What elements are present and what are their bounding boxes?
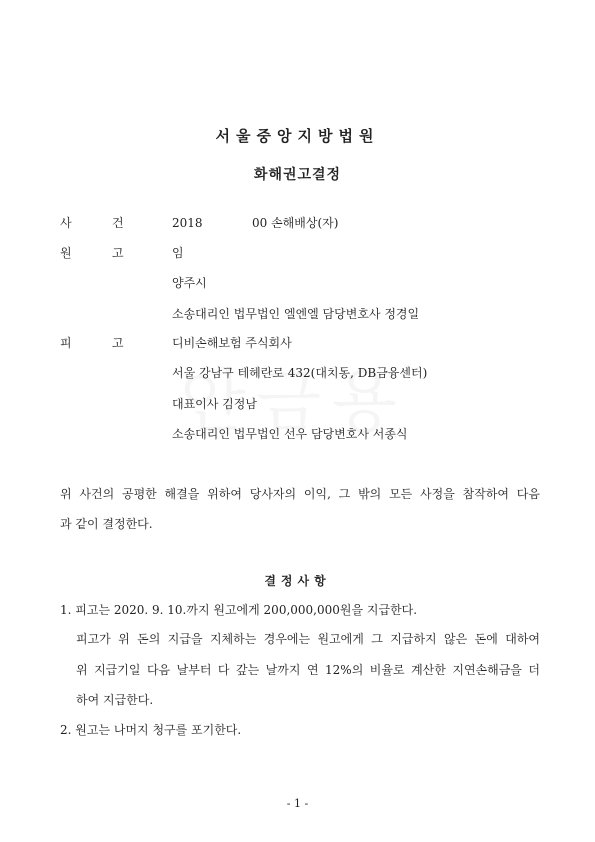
plaintiff-address: 양주시: [172, 276, 207, 290]
case-label-2: 건: [112, 216, 124, 230]
decision-item-2: 2. 원고는 나머지 청구를 포기한다.: [60, 723, 242, 737]
decision-item-1: 1. 피고는 2020. 9. 10.까지 원고에게 200,000,000원을 지급한다.: [60, 603, 418, 617]
page-number: - 1 -: [286, 797, 309, 810]
court-name: 서울중앙지방법원: [215, 127, 380, 145]
decision-item-1-line-3: 위 지급기일 다음 날부터 다 갚는 날까지 연 12%의 비율로 계산한 지연손해금을 더: [76, 663, 540, 677]
defendant-label-1: 피: [60, 336, 72, 350]
defendant-address: 서울 강남구 테헤란로 432(대치동, DB금융센터): [172, 366, 428, 380]
defendant-name: 디비손해보험 주식회사: [172, 336, 292, 350]
decision-heading: 결정사항: [264, 574, 331, 588]
decision-item-1-line-4: 하여 지급한다.: [76, 693, 154, 707]
defendant-representative: 대표이사 김정남: [172, 397, 257, 411]
plaintiff-name: 임: [172, 246, 184, 260]
intro-line-2: 과 같이 결정한다.: [60, 517, 153, 531]
case-label-1: 사: [60, 216, 72, 230]
case-year: 2018: [172, 216, 203, 230]
intro-line-1: 위 사건의 공평한 해결을 위하여 당사자의 이익, 그 밖의 모든 사정을 참작하여 다음: [60, 487, 540, 501]
plaintiff-counsel: 소송대리인 법무법인 엘엔엘 담당변호사 정경일: [172, 307, 420, 321]
decision-item-1-line-2: 피고가 위 돈의 지급을 지체하는 경우에는 원고에게 그 지급하지 않은 돈에 대하여: [76, 632, 540, 646]
defendant-counsel: 소송대리인 법무법인 선우 담당변호사 서종식: [172, 427, 408, 441]
document-title: 화해권고결정: [253, 167, 342, 183]
defendant-label-2: 고: [112, 336, 124, 350]
plaintiff-label-1: 원: [60, 246, 72, 260]
case-number: 00 손해배상(자): [252, 216, 339, 230]
plaintiff-label-2: 고: [112, 246, 124, 260]
